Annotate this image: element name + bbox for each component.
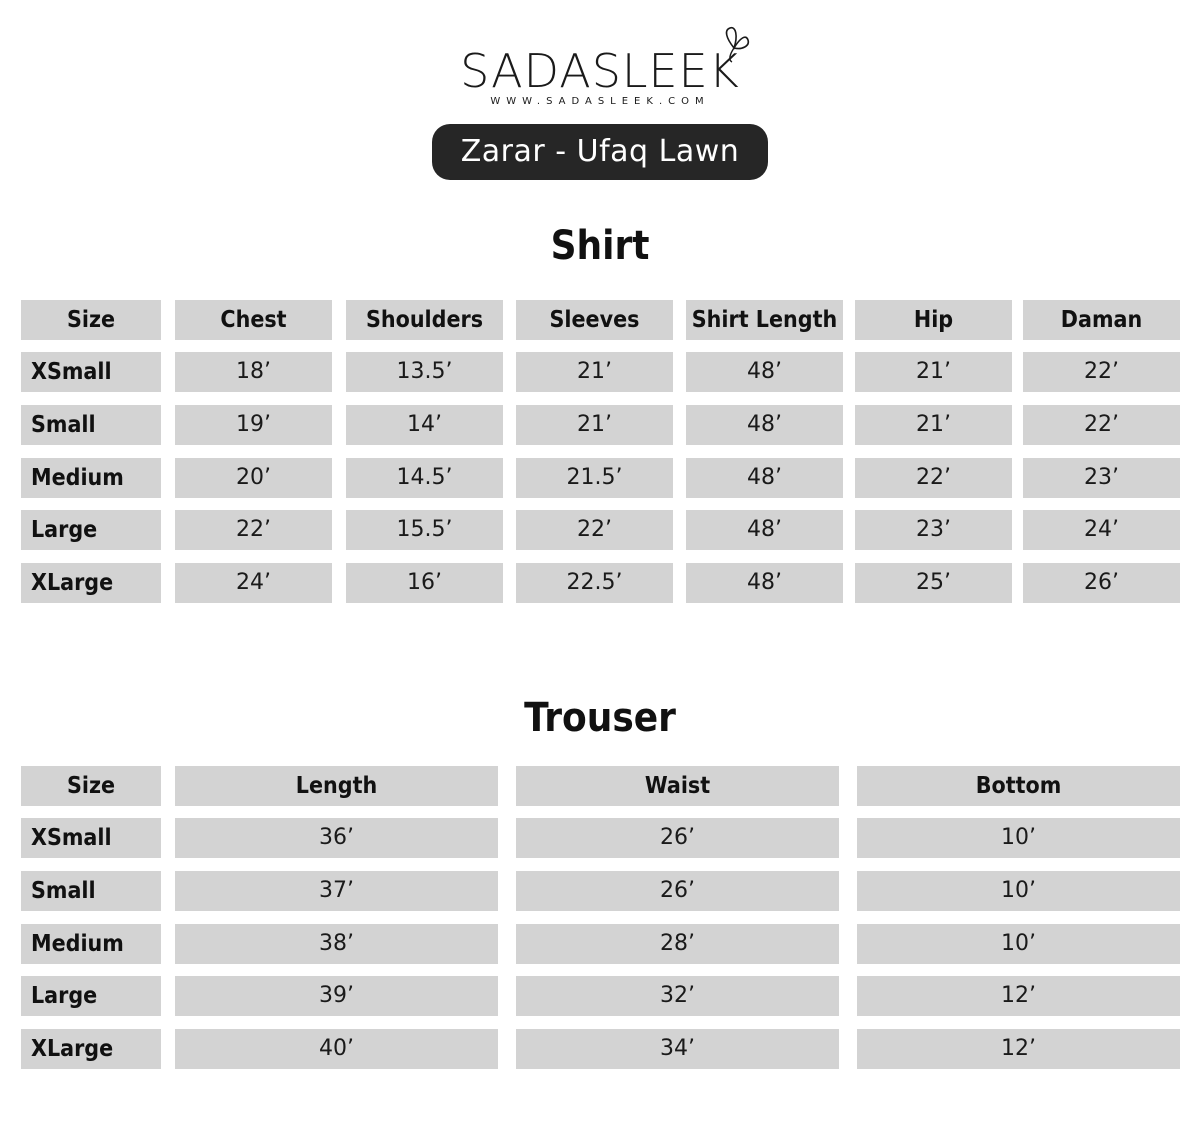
shirt-small-sleeves: 21’ bbox=[516, 405, 673, 445]
shirt-medium-shirt-length: 48’ bbox=[686, 458, 843, 498]
trouser-header-size: Size bbox=[21, 766, 161, 806]
trouser-small-length: 37’ bbox=[175, 871, 498, 911]
shirt-header-chest: Chest bbox=[175, 300, 332, 340]
shirt-large-chest: 22’ bbox=[175, 510, 332, 550]
trouser-medium-length: 38’ bbox=[175, 924, 498, 964]
shirt-header-shoulders: Shoulders bbox=[346, 300, 503, 340]
shirt-small-daman: 22’ bbox=[1023, 405, 1180, 445]
shirt-xsmall-daman: 22’ bbox=[1023, 352, 1180, 392]
shirt-header-daman: Daman bbox=[1023, 300, 1180, 340]
trouser-xsmall-length: 36’ bbox=[175, 818, 498, 858]
trouser-large-length: 39’ bbox=[175, 976, 498, 1016]
shirt-xsmall-chest: 18’ bbox=[175, 352, 332, 392]
trouser-large-size: Large bbox=[21, 976, 161, 1016]
trouser-small-bottom: 10’ bbox=[857, 871, 1180, 911]
shirt-large-shirt-length: 48’ bbox=[686, 510, 843, 550]
shirt-xlarge-sleeves: 22.5’ bbox=[516, 563, 673, 603]
trouser-small-waist: 26’ bbox=[516, 871, 839, 911]
shirt-xlarge-shirt-length: 48’ bbox=[686, 563, 843, 603]
shirt-medium-sleeves: 21.5’ bbox=[516, 458, 673, 498]
trouser-small-size: Small bbox=[21, 871, 161, 911]
brand-url: WWW.SADASLEEK.COM bbox=[490, 96, 710, 107]
product-title-badge: Zarar - Ufaq Lawn 26’ bbox=[432, 124, 768, 180]
trouser-xsmall-size: XSmall bbox=[21, 818, 161, 858]
shirt-small-shoulders: 14’ bbox=[346, 405, 503, 445]
shirt-xlarge-shoulders: 16’ bbox=[346, 563, 503, 603]
trouser-xlarge-size: XLarge bbox=[21, 1029, 161, 1069]
trouser-medium-waist: 28’ bbox=[516, 924, 839, 964]
shirt-medium-chest: 20’ bbox=[175, 458, 332, 498]
shirt-small-shirt-length: 48’ bbox=[686, 405, 843, 445]
trouser-xlarge-waist: 34’ bbox=[516, 1029, 839, 1069]
shirt-header-shirt-length: Shirt Length bbox=[686, 300, 843, 340]
trouser-section-title: Trouser bbox=[524, 695, 676, 741]
trouser-xlarge-length: 40’ bbox=[175, 1029, 498, 1069]
shirt-small-size: Small bbox=[21, 405, 161, 445]
shirt-large-size: Large bbox=[21, 510, 161, 550]
trouser-large-bottom: 12’ bbox=[857, 976, 1180, 1016]
shirt-header-size: Size bbox=[21, 300, 161, 340]
shirt-small-hip: 21’ bbox=[855, 405, 1012, 445]
brand-logo bbox=[0, 30, 1200, 110]
shirt-xsmall-shoulders: 13.5’ bbox=[346, 352, 503, 392]
trouser-header-waist: Waist bbox=[516, 766, 839, 806]
shirt-xlarge-daman: 26’ bbox=[1023, 563, 1180, 603]
shirt-large-daman: 24’ bbox=[1023, 510, 1180, 550]
trouser-header-length: Length bbox=[175, 766, 498, 806]
trouser-header-bottom: Bottom bbox=[857, 766, 1180, 806]
shirt-medium-size: Medium bbox=[21, 458, 161, 498]
trouser-xlarge-bottom: 12’ bbox=[857, 1029, 1180, 1069]
shirt-xsmall-hip: 21’ bbox=[855, 352, 1012, 392]
shirt-header-sleeves: Sleeves bbox=[516, 300, 673, 340]
shirt-large-hip: 23’ bbox=[855, 510, 1012, 550]
trouser-xsmall-waist: 26’ bbox=[516, 818, 839, 858]
shirt-xlarge-hip: 25’ bbox=[855, 563, 1012, 603]
butterfly-icon bbox=[716, 26, 752, 66]
shirt-xsmall-size: XSmall bbox=[21, 352, 161, 392]
shirt-xsmall-sleeves: 21’ bbox=[516, 352, 673, 392]
shirt-header-hip: Hip bbox=[855, 300, 1012, 340]
shirt-medium-hip: 22’ bbox=[855, 458, 1012, 498]
shirt-section-title: Shirt bbox=[550, 223, 650, 269]
shirt-xlarge-chest: 24’ bbox=[175, 563, 332, 603]
shirt-medium-daman: 23’ bbox=[1023, 458, 1180, 498]
shirt-small-chest: 19’ bbox=[175, 405, 332, 445]
shirt-large-sleeves: 22’ bbox=[516, 510, 673, 550]
trouser-medium-bottom: 10’ bbox=[857, 924, 1180, 964]
shirt-large-shoulders: 15.5’ bbox=[346, 510, 503, 550]
trouser-large-waist: 32’ bbox=[516, 976, 839, 1016]
shirt-medium-shoulders: 14.5’ bbox=[346, 458, 503, 498]
trouser-xsmall-bottom: 10’ bbox=[857, 818, 1180, 858]
shirt-xsmall-shirt-length: 48’ bbox=[686, 352, 843, 392]
shirt-xlarge-size: XLarge bbox=[21, 563, 161, 603]
brand-name: SADASLEEK bbox=[460, 44, 740, 98]
trouser-medium-size: Medium bbox=[21, 924, 161, 964]
